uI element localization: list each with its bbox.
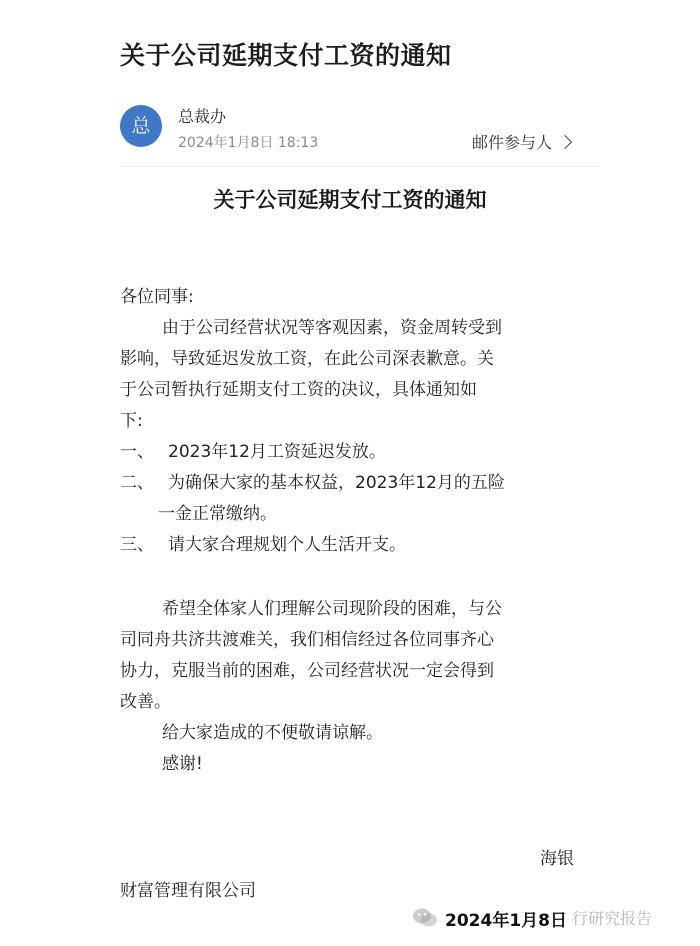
list-item-number: 二、 [120,473,154,493]
paragraph2-line: 改善。 [120,692,171,712]
document-title: 关于公司延期支付工资的通知 [213,188,487,212]
list-item [120,468,590,499]
participants-label: 邮件参与人 [472,133,553,152]
thanks-line: 感谢! [162,754,203,774]
sender-name[interactable]: 总裁办 [178,107,227,126]
watermark-text: 行研究报告 [572,909,653,928]
wechat-icon [412,907,438,929]
apology-line: 给大家造成的不便敬请谅解。 [162,723,383,743]
paragraph2-line: 司同舟共济共渡难关，我们相信经过各位同事齐心 [120,630,494,650]
list-item-text: 为确保大家的基本权益，2023年12月的五险 [168,473,505,493]
list-item [120,530,590,561]
paragraph-gap [120,561,590,594]
signature-company-part2: 财富管理有限公司 [120,881,256,901]
list-item-number: 一、 [120,442,154,462]
paragraph1-line: 由于公司经营状况等客观因素，资金周转受到 [162,318,502,338]
signature-date: 2024年1月8日 [445,911,567,931]
header-divider [120,166,600,167]
paragraph1-line: 于公司暂执行延期支付工资的决议，具体通知如 [120,380,477,400]
list-item [120,437,590,468]
email-timestamp: 2024年1月8日 18:13 [178,135,319,151]
signature-company-part1: 海银 [540,849,574,869]
list-item-continuation: 一金正常缴纳。 [158,504,277,524]
greeting: 各位同事: [120,287,194,307]
sender-avatar[interactable]: 总 [120,105,162,147]
document-body [120,282,590,780]
list-item-number: 三、 [120,535,154,555]
email-subject: 关于公司延期支付工资的通知 [120,41,452,70]
chevron-right-icon [558,134,572,148]
paragraph2-line: 协力，克服当前的困难，公司经营状况一定会得到 [120,661,494,681]
paragraph2-line: 希望全体家人们理解公司现阶段的困难，与公 [162,599,502,619]
paragraph1-line: 影响，导致延迟发放工资，在此公司深表歉意。关 [120,349,494,369]
paragraph1-line: 下: [120,411,143,431]
list-item-text: 2023年12月工资延迟发放。 [168,442,386,462]
list-item-text: 请大家合理规划个人生活开支。 [168,535,406,555]
participants-button[interactable] [472,130,570,153]
